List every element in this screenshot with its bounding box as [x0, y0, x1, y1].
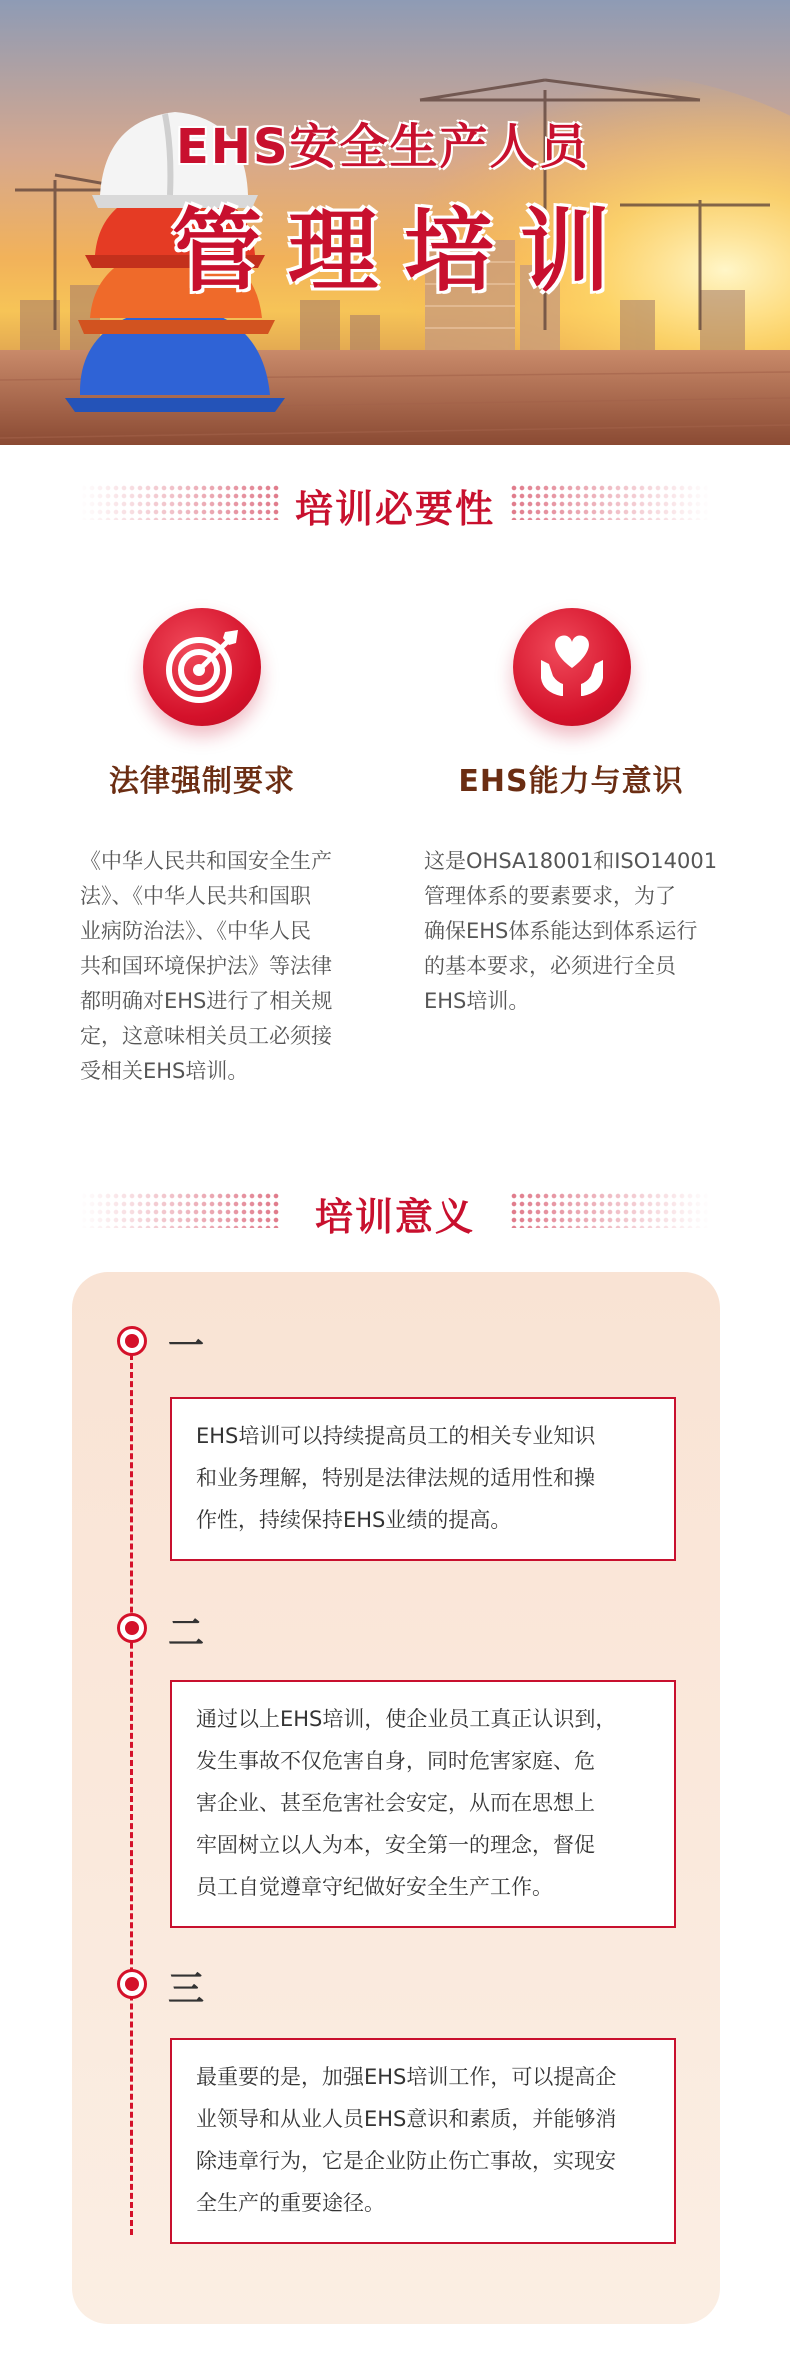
text-line: 作性，持续保持EHS业绩的提高。	[196, 1508, 512, 1532]
ehs-capability-title: EHS能力与意识	[458, 764, 684, 799]
step-number-3: 三	[168, 1969, 205, 2010]
hero-subtitle: 管理培训	[172, 199, 636, 304]
necessity-section-header	[80, 472, 710, 532]
text-line: 员工自觉遵章守纪做好安全生产工作。	[196, 1875, 553, 1899]
text-line: 这是OHSA18001和ISO14001	[424, 849, 718, 873]
step-number-2: 二	[168, 1613, 205, 1654]
text-line: 定，这意味相关员工必须接	[80, 1024, 332, 1048]
text-line: 发生事故不仅危害自身，同时危害家庭、危	[196, 1749, 595, 1773]
timeline-node-icon	[117, 1613, 147, 1643]
text-line: 的基本要求，必须进行全员	[424, 954, 676, 978]
step-box-2	[170, 1680, 676, 1928]
text-line: 法》、《中华人民共和国职	[80, 884, 311, 908]
legal-requirement-text	[80, 844, 380, 1089]
step-box-1	[170, 1397, 676, 1561]
hero-title: EHS安全生产人员	[176, 119, 590, 175]
text-line: 全生产的重要途径。	[196, 2191, 385, 2215]
meaning-header-label: 培训意义	[314, 1195, 475, 1239]
step-box-3	[170, 2038, 676, 2244]
hero-banner	[0, 0, 790, 445]
timeline-node-icon	[117, 1326, 147, 1356]
text-line: 管理体系的要素要求，为了	[424, 884, 676, 908]
heart-hands-icon	[513, 608, 631, 726]
legal-requirement-title: 法律强制要求	[109, 764, 295, 799]
meaning-section-header	[80, 1180, 710, 1240]
text-line: EHS培训。	[424, 989, 530, 1013]
text-line: 业病防治法》、《中华人民	[80, 919, 311, 943]
necessity-header-label: 培训必要性	[294, 487, 495, 531]
text-line: 牢固树立以人为本，安全第一的理念，督促	[196, 1833, 595, 1857]
text-line: 共和国环境保护法》等法律	[80, 954, 332, 978]
text-line: 业领导和从业人员EHS意识和素质，并能够消	[196, 2107, 617, 2131]
text-line: EHS培训可以持续提高员工的相关专业知识	[196, 1424, 596, 1448]
text-line: 受相关EHS培训。	[80, 1059, 249, 1083]
text-line: 确保EHS体系能达到体系运行	[424, 919, 698, 943]
timeline-node-icon	[117, 1969, 147, 1999]
target-icon	[143, 608, 261, 726]
text-line: 害企业、甚至危害社会安定，从而在思想上	[196, 1791, 595, 1815]
timeline-line	[130, 1345, 133, 2235]
text-line: 《中华人民共和国安全生产	[80, 849, 332, 873]
text-line: 通过以上EHS培训，使企业员工真正认识到，	[196, 1707, 617, 1731]
text-line: 和业务理解，特别是法律法规的适用性和操	[196, 1466, 595, 1490]
step-number-1: 一	[168, 1326, 205, 1367]
text-line: 最重要的是，加强EHS培训工作，可以提高企	[196, 2065, 617, 2089]
text-line: 都明确对EHS进行了相关规	[80, 989, 333, 1013]
text-line: 除违章行为，它是企业防止伤亡事故，实现安	[196, 2149, 616, 2173]
ehs-capability-text	[424, 844, 724, 1019]
